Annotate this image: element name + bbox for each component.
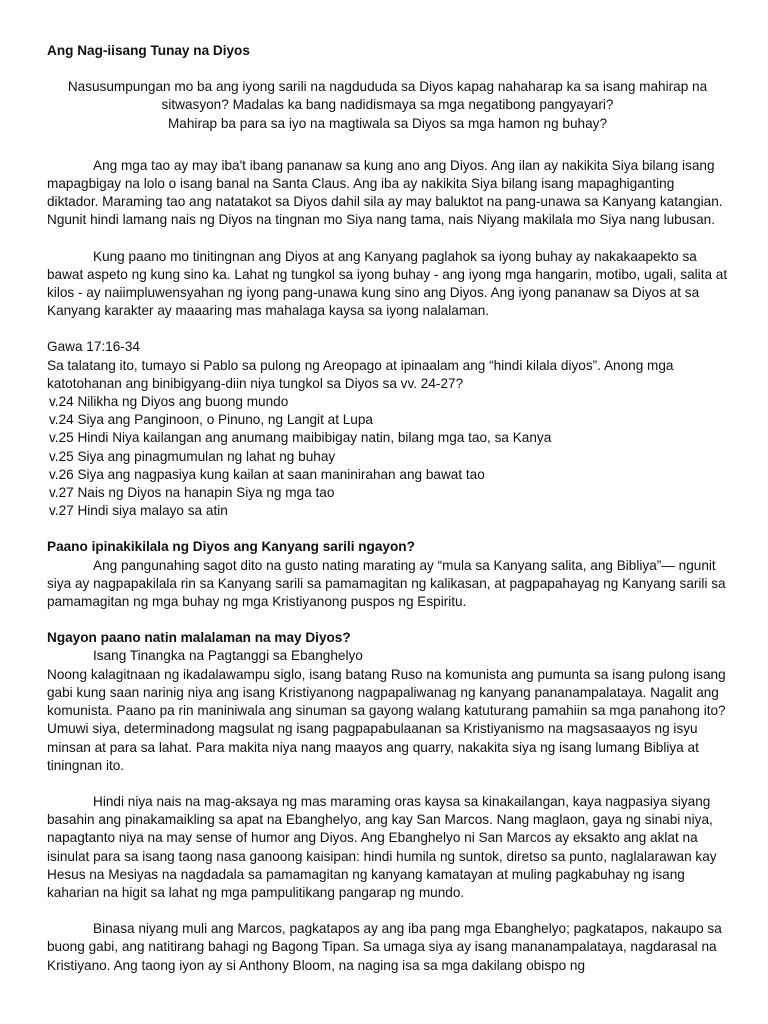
- scripture-question: Sa talatang ito, tumayo si Pablo sa pulong ng Areopago at ipinaalam ang “hindi kilala diyos”. Anong mga katotohanan ang binibigyang-diin niya tungkol sa Diyos sa vv. 24-27?: [47, 357, 674, 391]
- answer-paragraph-1: Ang pangunahing sagot dito na gusto nating marating ay “mula sa Kanyang salita, ang Bibliya”— ngunit siya ay nagpapakilala rin sa Kanyang sarili sa pamamagitan ng kalikasan, at pagpapahayag ng Kanyang sarili sa pamamagitan ng mga buhay ng mga Kristiyanong puspos ng Espiritu.: [47, 557, 726, 610]
- story-paragraph-1: Noong kalagitnaan ng ikadalawampu siglo, isang batang Ruso na komunista ang pumunta sa isang pulong isang gabi kung saan narinig niya ang isang Kristiyanong nagpapaliwanag ng kanyang pananampalataya. Nagalit ang komunista. Paano pa rin maniniwala ang sinuman sa gayong walang katuturang pamahiin sa mga panahong ito? Umuwi siya, determinadong magsulat ng isang pagpapabulaanan sa Kristiyanismo na magsasaayos ng isyu minsan at para sa lahat. Para makita niya nang maayos ang quarry, nakakita siya ng isang lumang Bibliya at tiningnan ito.: [47, 666, 726, 773]
- document-title: Ang Nag-iisang Tunay na Diyos: [47, 43, 250, 58]
- verse-item: v.27 Hindi siya malayo sa atin: [49, 503, 228, 519]
- verse-item: v.25 Siya ang pinagmumulan ng lahat ng buhay: [49, 448, 336, 464]
- verse-item: v.27 Nais ng Diyos na hanapin Siya ng mga tao: [49, 485, 335, 501]
- scripture-reference: Gawa 17:16-34: [47, 339, 140, 355]
- intro-line: sitwasyon? Madalas ka bang nadidismaya sa mga negatibong pangyayari?: [161, 97, 614, 113]
- verse-item: v.26 Siya ang nagpasiya kung kailan at saan maninirahan ang bawat tao: [49, 466, 485, 482]
- section-subtitle: Isang Tinangka na Pagtanggi sa Ebanghelyo: [93, 648, 363, 664]
- question-heading-2: Ngayon paano natin malalaman na may Diyos?: [47, 630, 351, 646]
- verse-item: v.25 Hindi Niya kailangan ang anumang maibibigay natin, bilang mga tao, sa Kanya: [49, 430, 552, 446]
- story-paragraph-3: Binasa niyang muli ang Marcos, pagkatapos ay ang iba pang mga Ebanghelyo; pagkatapos, nakaupo sa buong gabi, ang natitirang bahagi ng Bagong Tipan. Sa umaga siya ay isang mananampalataya, nagdarasal na Kristiyano. Ang taong iyon ay si Anthony Bloom, na naging isa sa mga dakilang obispo ng: [47, 921, 722, 973]
- verse-item: v.24 Nilikha ng Diyos ang buong mundo: [49, 394, 289, 410]
- verse-item: v.24 Siya ang Panginoon, o Pinuno, ng Langit at Lupa: [49, 412, 373, 428]
- paragraph-views-of-god: Ang mga tao ay may iba't ibang pananaw sa kung ano ang Diyos. Ang ilan ay nakikita Siya bilang isang mapagbigay na lolo o isang banal na Santa Claus. Ang iba ay nakikita Siya bilang isang mapaghiganting diktador. Maraming tao ang natatakot sa Diyos dahil sila ay may baluktot na pang-unawa sa Kanyang katangian. Ngunit hindi lamang nais ng Diyos na tingnan mo Siya nang tama, nais Niyang makilala mo Siya nang lubusan.: [47, 157, 723, 228]
- question-heading-1: Paano ipinakikilala ng Diyos ang Kanyang sarili ngayon?: [47, 539, 415, 555]
- story-paragraph-2: Hindi niya nais na mag-aksaya ng mas maraming oras kaysa sa kinakailangan, kaya nagpasiya siyang basahin ang pinakamaikling sa apat na Ebanghelyo, ang kay San Marcos. Nang maglaon, gaya ng sinabi niya, napagtanto niya na may sense of humor ang Diyos. Ang Ebanghelyo ni San Marcos ay eksakto ang aklat na isinulat para sa isang taong nasa ganoong kaisipan: hindi humila ng suntok, diretso sa punto, naglalarawan kay Hesus na Mesiyas na nagdadala sa pamamagitan ng kanyang kamatayan at muling pagkabuhay ng isang kaharian na higit sa lahat ng mga pampulitikang pangarap ng mundo.: [47, 793, 717, 900]
- intro-line: Mahirap ba para sa iyo na magtiwala sa Diyos sa mga hamon ng buhay?: [167, 115, 608, 131]
- intro-line: Nasusumpungan mo ba ang iyong sarili na nagdududa sa Diyos kapag nahaharap ka sa isang mahirap na: [67, 79, 708, 95]
- verse-list: [47, 393, 728, 520]
- paragraph-perception: Kung paano mo tinitingnan ang Diyos at ang Kanyang paglahok sa iyong buhay ay nakakaapekto sa bawat aspeto ng kung sino ka. Lahat ng tungkol sa iyong buhay - ang iyong mga hangarin, motibo, ugali, salita at kilos - ay naiimpluwensyahan ng iyong pang-unawa kung sino ang Diyos. Ang iyong pananaw sa Diyos at sa Kanyang karakter ay maaaring mas mahalaga kaysa sa iyong nalalaman.: [47, 248, 728, 319]
- intro-questions: [47, 78, 728, 133]
